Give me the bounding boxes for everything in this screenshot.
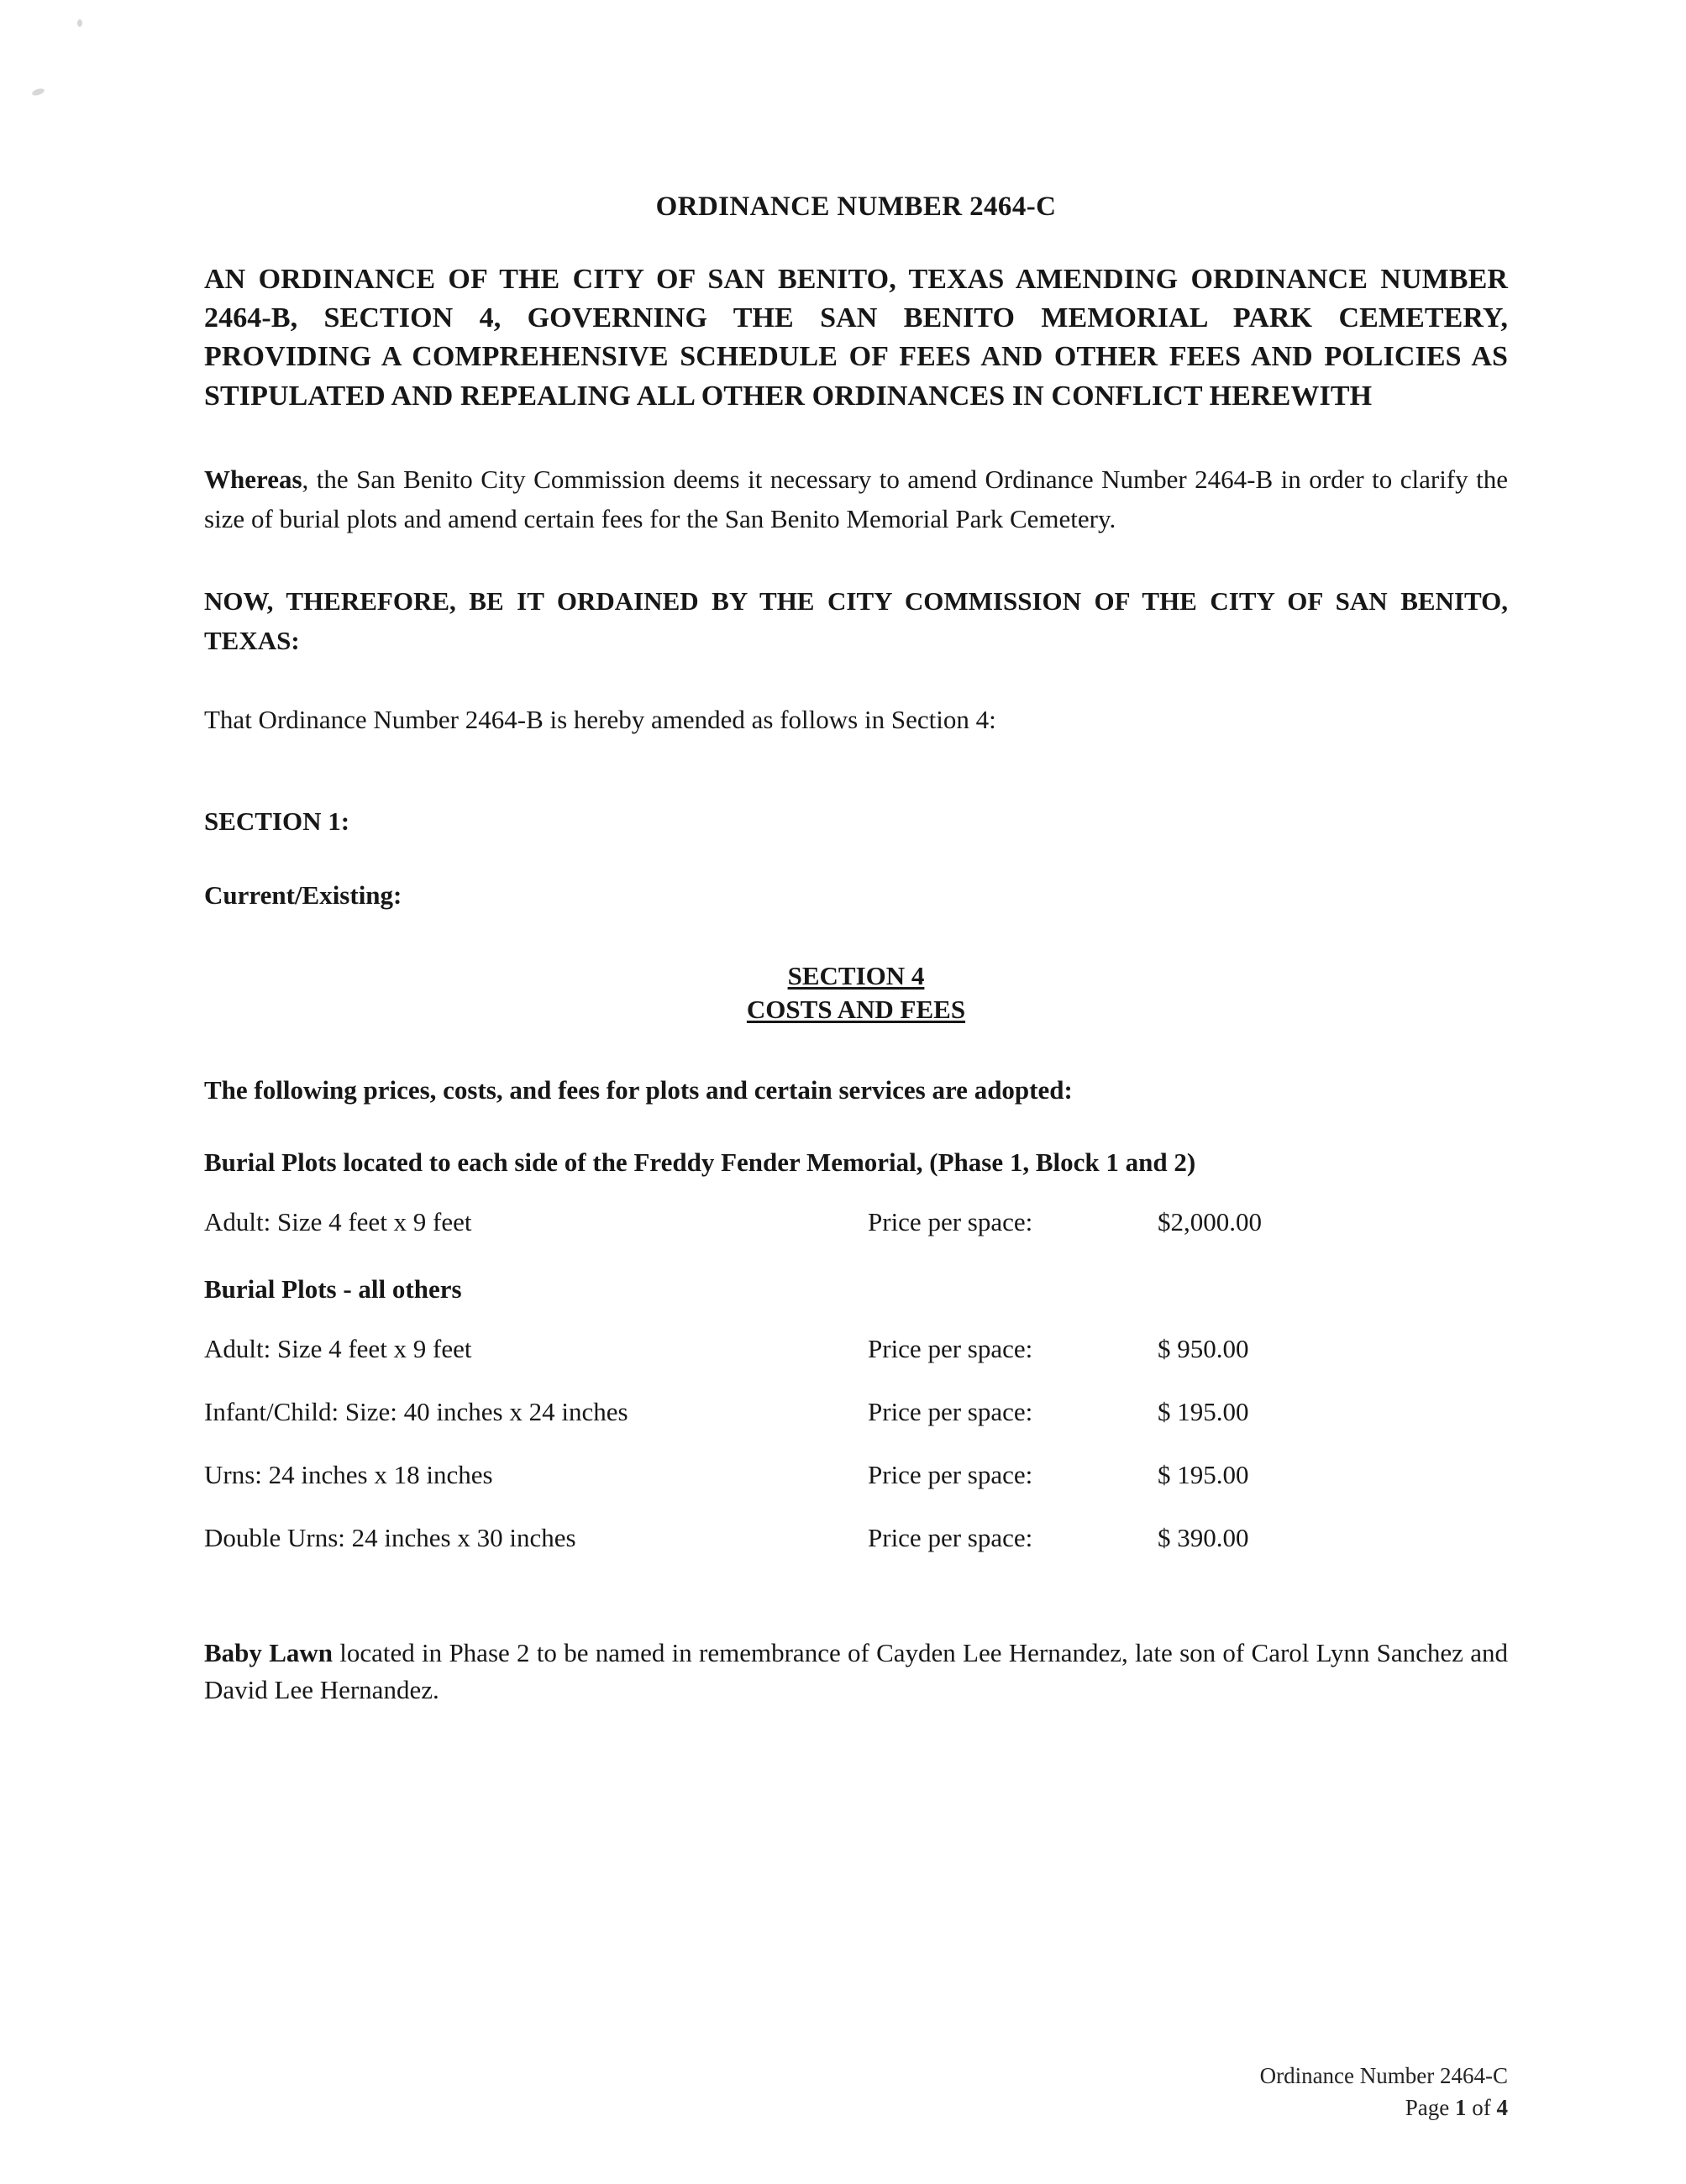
amendment-statement: That Ordinance Number 2464-B is hereby amended as follows in Section 4: bbox=[204, 705, 996, 735]
fees-lead-in: The following prices, costs, and fees for plots and certain services are adopted: bbox=[204, 1074, 1073, 1105]
fee-price-label: Price per space: bbox=[868, 1206, 1033, 1236]
fee-description: Infant/Child: Size: 40 inches x 24 inches bbox=[204, 1396, 628, 1426]
section-one-label: SECTION 1: bbox=[204, 806, 350, 837]
footer-ordinance-number: Ordinance Number 2464-C bbox=[1259, 2063, 1508, 2088]
fee-amount: $ 195.00 bbox=[1158, 1460, 1249, 1490]
fee-amount: $2,000.00 bbox=[1158, 1206, 1262, 1236]
fee-price-label: Price per space: bbox=[868, 1523, 1033, 1553]
fee-table-group-two bbox=[204, 1333, 1508, 1554]
fee-price-label: Price per space: bbox=[868, 1333, 1033, 1363]
document-title: ORDINANCE NUMBER 2464-C bbox=[655, 192, 1057, 222]
whereas-lead-in: Whereas bbox=[204, 464, 302, 494]
fee-amount: $ 390.00 bbox=[1158, 1523, 1249, 1553]
footer-page-middle: of bbox=[1466, 2095, 1497, 2121]
fee-group-two-heading: Burial Plots - all others bbox=[204, 1273, 462, 1304]
table-row bbox=[204, 1333, 1508, 1396]
scan-artifact-speck bbox=[31, 87, 45, 97]
table-row bbox=[204, 1459, 1508, 1522]
fee-description: Double Urns: 24 inches x 30 inches bbox=[204, 1523, 576, 1553]
table-row bbox=[204, 1396, 1508, 1459]
whereas-body-text: , the San Benito City Commission deems it necessary to amend Ordinance Number 2464-B in order to clarify the size of burial plots and amend certain fees for the San Benito Memorial Park Cemetery. bbox=[204, 464, 1508, 534]
table-row bbox=[204, 1206, 1508, 1237]
footer-page-indicator bbox=[1260, 2092, 1508, 2124]
section-four-heading bbox=[204, 959, 1508, 1026]
page-footer bbox=[1260, 2060, 1508, 2124]
current-existing-label: Current/Existing: bbox=[204, 880, 402, 911]
section-four-title: SECTION 4 bbox=[787, 961, 925, 991]
fee-amount: $ 195.00 bbox=[1158, 1396, 1249, 1426]
fee-description: Urns: 24 inches x 18 inches bbox=[204, 1460, 493, 1490]
scan-artifact-speck bbox=[77, 19, 82, 27]
baby-lawn-body-text: located in Phase 2 to be named in remembrance of Cayden Lee Hernandez, late son of Carol Lynn Sanchez and David Lee Hernandez. bbox=[204, 1637, 1508, 1704]
table-row bbox=[204, 1522, 1508, 1553]
baby-lawn-lead-in: Baby Lawn bbox=[204, 1637, 333, 1667]
fee-price-label: Price per space: bbox=[868, 1396, 1033, 1426]
enacting-clause: NOW, THEREFORE, BE IT ORDAINED BY THE CITY COMMISSION OF THE CITY OF SAN BENITO, TEXAS: bbox=[204, 586, 1508, 655]
baby-lawn-paragraph bbox=[204, 1635, 1508, 1709]
fee-table-group-one bbox=[204, 1206, 1508, 1237]
fee-price-label: Price per space: bbox=[868, 1460, 1033, 1490]
fee-group-one-heading: Burial Plots located to each side of the Freddy Fender Memorial, (Phase 1, Block 1 and 2) bbox=[204, 1147, 1196, 1177]
footer-page-total: 4 bbox=[1496, 2095, 1508, 2121]
ordinance-caption: AN ORDINANCE OF THE CITY OF SAN BENITO, TEXAS AMENDING ORDINANCE NUMBER 2464-B, SECTION 4, GOVERNING THE SAN BENITO MEMORIAL PARK CEMETERY, PROVIDING A COMPREHENSIVE SCHEDULE OF FEES AND OTHER FEES AND POLICIES AS STIPULATED AND REPEALING ALL OTHER ORDINANCES IN CONFLICT HEREWITH bbox=[204, 264, 1508, 412]
whereas-paragraph bbox=[204, 459, 1508, 538]
fee-amount: $ 950.00 bbox=[1158, 1333, 1249, 1363]
footer-page-prefix: Page bbox=[1405, 2095, 1455, 2121]
fee-description: Adult: Size 4 feet x 9 feet bbox=[204, 1333, 472, 1363]
fee-description: Adult: Size 4 feet x 9 feet bbox=[204, 1206, 472, 1236]
footer-page-number: 1 bbox=[1455, 2095, 1467, 2121]
costs-and-fees-title: COSTS AND FEES bbox=[746, 994, 966, 1024]
document-body bbox=[204, 0, 1508, 1735]
